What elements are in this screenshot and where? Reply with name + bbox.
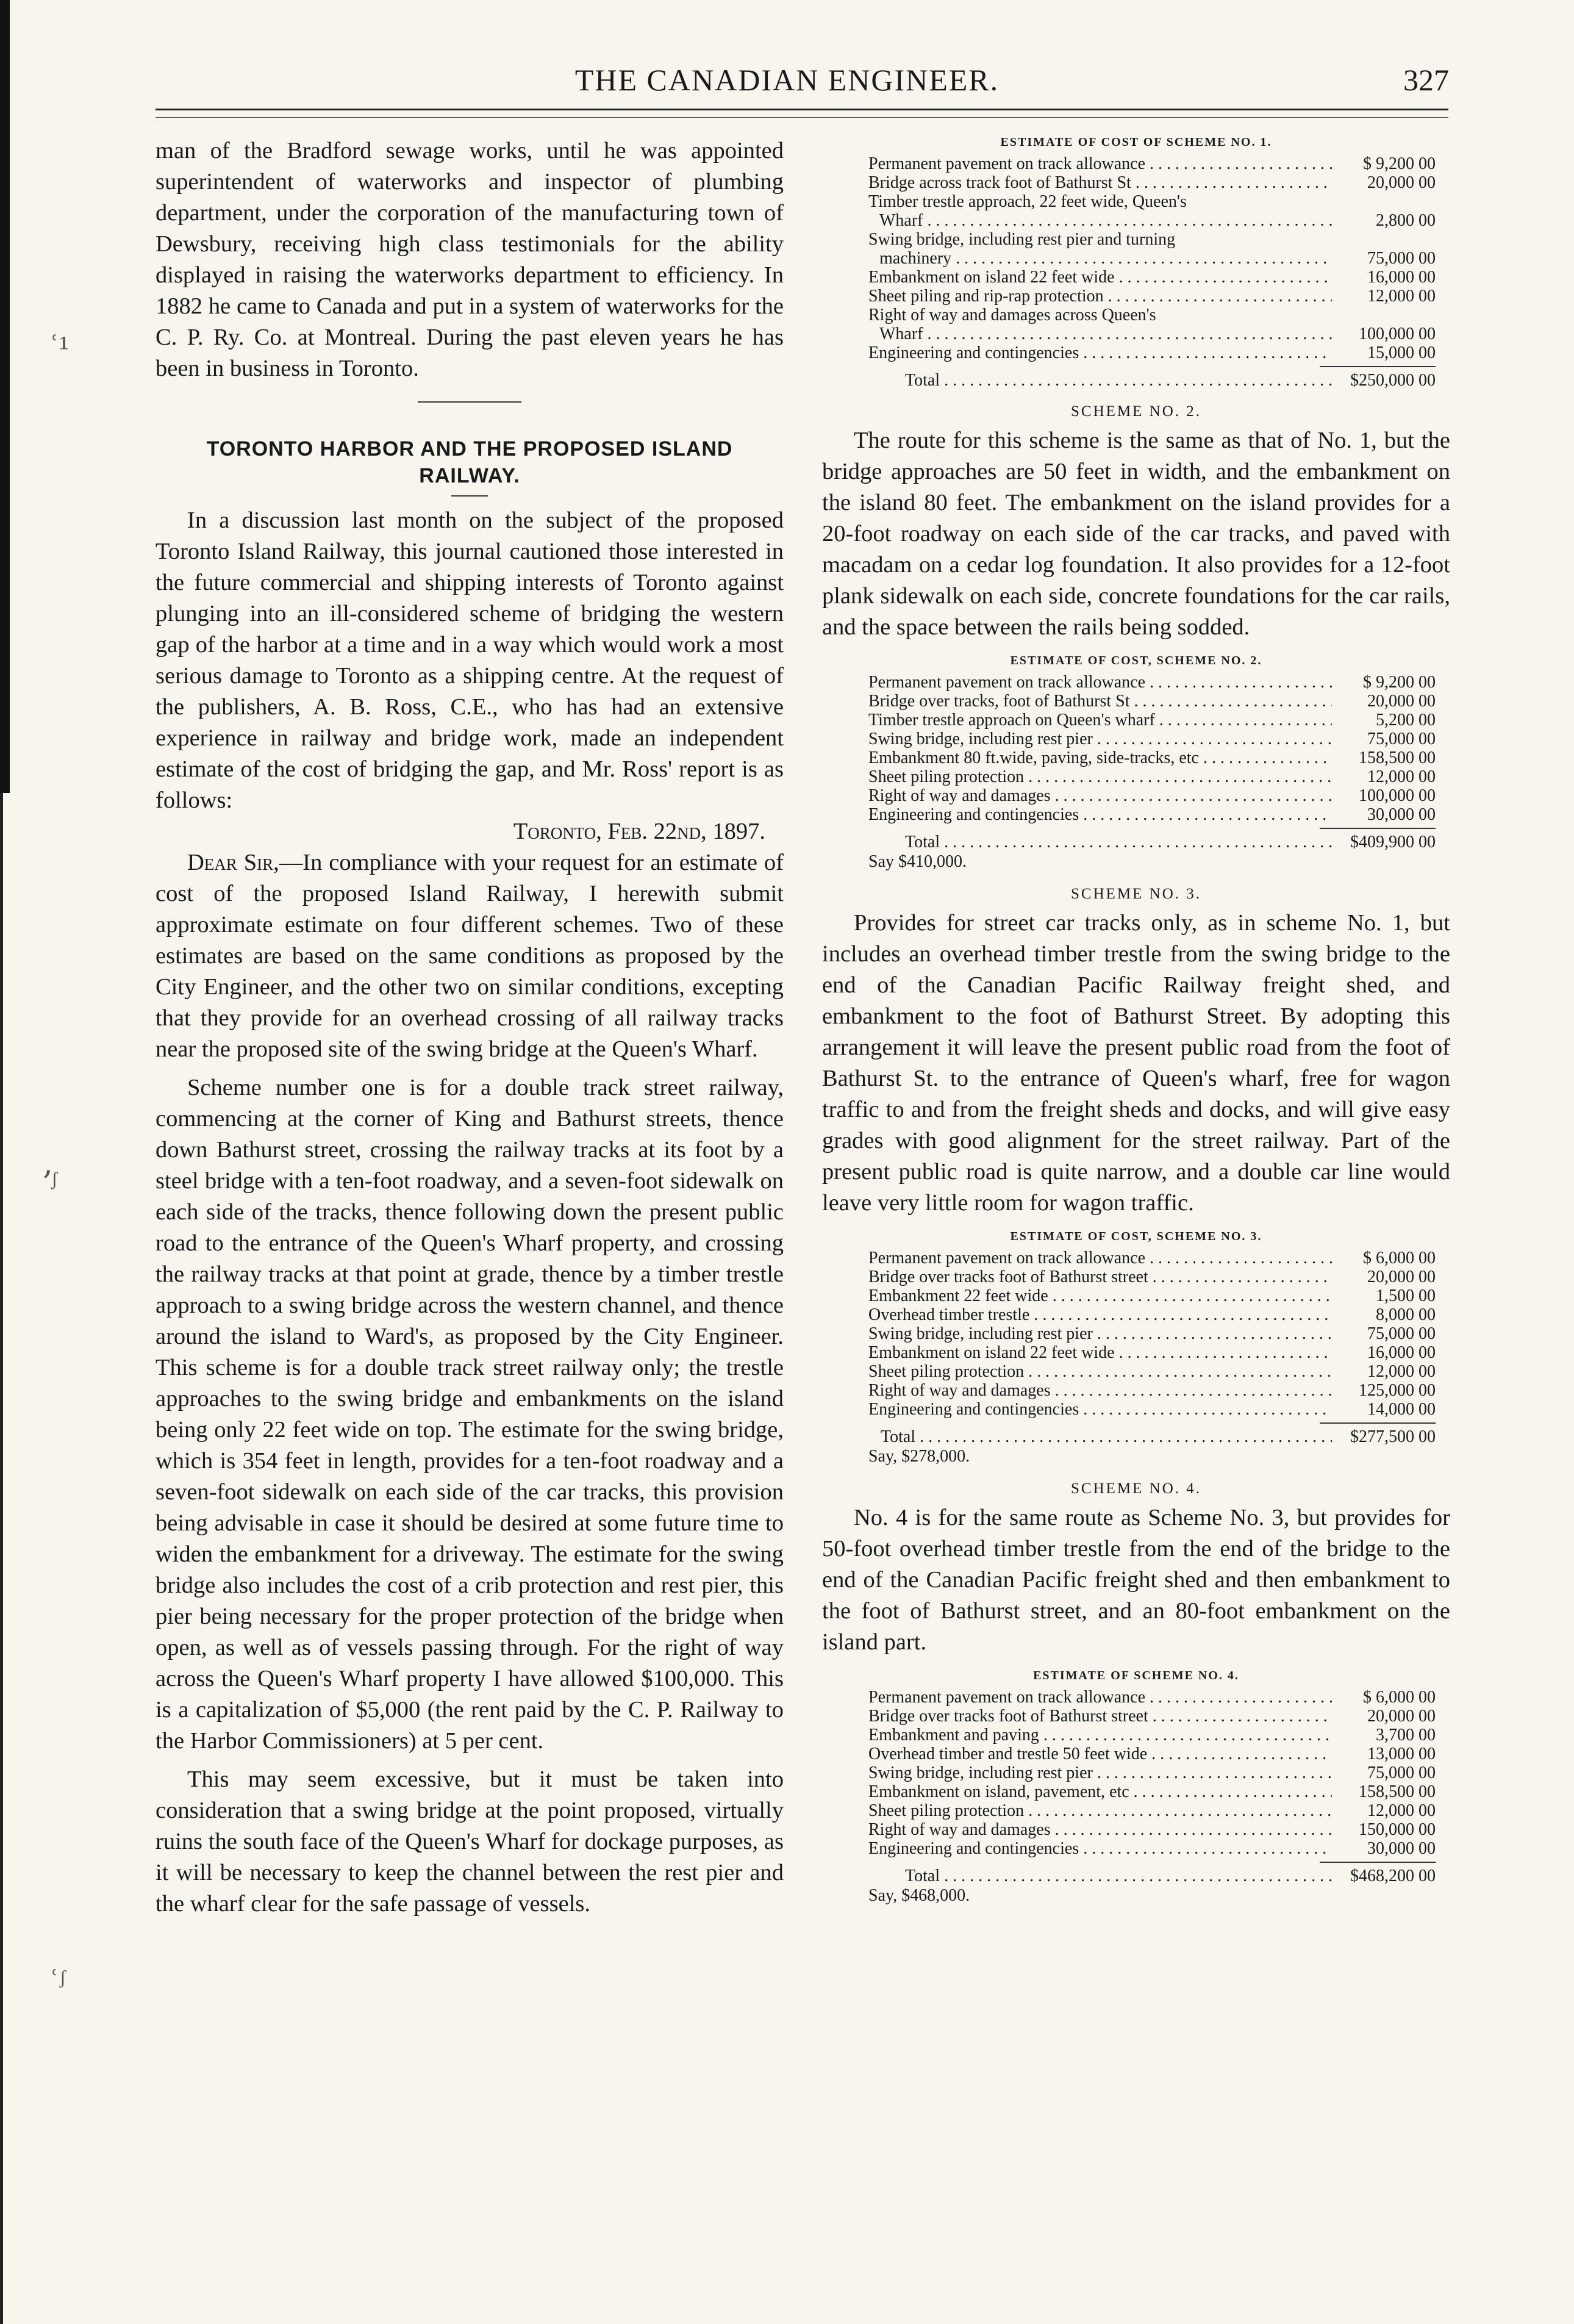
total-amount: $409,900 00	[1350, 833, 1436, 852]
total-label: Total . . .	[905, 833, 1332, 852]
estimate-row	[868, 1745, 1436, 1763]
estimate-table-2	[868, 673, 1436, 872]
estimate-rows	[868, 154, 1436, 362]
estimate-amount: 158,500 00	[1359, 1782, 1436, 1801]
estimate-title: ESTIMATE OF COST, SCHEME NO. 3.	[1010, 1230, 1262, 1243]
estimate-row	[868, 673, 1436, 692]
estimate-item: Overhead timber trestle . . .	[868, 1305, 1332, 1324]
estimate-rows	[868, 673, 1436, 824]
estimate-title: ESTIMATE OF SCHEME NO. 4.	[1033, 1669, 1239, 1682]
estimate-item: Embankment on island 22 feet wide . . .	[868, 268, 1332, 287]
estimate-row	[868, 1249, 1436, 1268]
estimate-amount: $ 9,200 00	[1363, 673, 1436, 692]
estimate-item: Right of way and damages . . .	[868, 786, 1332, 805]
left-column	[156, 135, 784, 1920]
estimate-row	[868, 1820, 1436, 1839]
estimate-row	[868, 306, 1436, 325]
estimate-item: Embankment 22 feet wide . . .	[868, 1286, 1332, 1305]
estimate-row	[868, 748, 1436, 767]
estimate-item: Embankment and paving . . .	[868, 1726, 1332, 1745]
total-row	[868, 371, 1436, 390]
total-amount: $277,500 00	[1350, 1427, 1436, 1446]
estimate-item: Right of way and damages . . .	[868, 1381, 1332, 1400]
scheme-heading: SCHEME NO. 4.	[1070, 1480, 1201, 1497]
estimate-amount: 12,000 00	[1367, 1362, 1436, 1381]
estimate-row	[868, 730, 1436, 748]
scheme-paragraph: The route for this scheme is the same as that of No. 1, but the bridge approaches are 50 feet in width, and the embankment on the island 80 feet. The embankment on the island provides for a 20-foot roadway on each side of the car tracks, and paved with macadam on a cedar log foundation. It also provides for a 12-foot plank sidewalk on each side, concrete foundations for the car rails, and the space between the rails being sodded.	[822, 428, 1450, 640]
estimate-row	[868, 173, 1436, 192]
scheme-paragraph: No. 4 is for the same route as Scheme No. 3, but provides for 50-foot overhead timber trestle from the end of the bridge to the end of the Canadian Pacific freight shed and then embankment to the foot of Bathurst street, and an 80-foot embankment on the island part.	[822, 1505, 1450, 1655]
right-column	[822, 135, 1450, 1906]
estimate-amount: 12,000 00	[1367, 287, 1436, 306]
estimate-amount: 30,000 00	[1367, 805, 1436, 824]
estimate-row	[868, 249, 1436, 268]
letter-paragraph	[156, 847, 784, 1065]
estimate-amount: 16,000 00	[1367, 1343, 1436, 1362]
estimate-row	[868, 711, 1436, 730]
estimate-amount: 15,000 00	[1367, 343, 1436, 362]
total-row	[868, 1867, 1436, 1885]
estimate-row	[868, 211, 1436, 230]
estimate-title: ESTIMATE OF COST OF SCHEME NO. 1.	[1000, 135, 1272, 149]
estimate-table-4	[868, 1688, 1436, 1906]
header-rule	[156, 117, 1448, 118]
estimate-item: Swing bridge, including rest pier . . .	[868, 730, 1332, 748]
estimate-row	[868, 1801, 1436, 1820]
estimate-amount: 158,500 00	[1359, 748, 1436, 767]
estimate-amount: 3,700 00	[1376, 1726, 1436, 1745]
total-label: Total . . .	[905, 371, 1332, 390]
estimate-title: ESTIMATE OF COST, SCHEME NO. 2.	[1010, 654, 1262, 667]
intro-paragraph: man of the Bradford sewage works, until he was appointed superintendent of waterworks and inspector of plumbing department, under the corporation of the manufacturing town of Dewsbury, receiving high class testimonials for the ability displayed in raising the waterworks department to efficiency. In 1882 he came to Canada and put in a system of waterworks for the C. P. Ry. Co. at Montreal. During the past eleven years he has been in business in Toronto.	[156, 138, 784, 381]
estimate-amount: 150,000 00	[1359, 1820, 1436, 1839]
total-amount: $468,200 00	[1350, 1867, 1436, 1885]
estimate-amount: 20,000 00	[1367, 1707, 1436, 1726]
estimate-amount: 2,800 00	[1376, 211, 1436, 230]
estimate-item: Timber trestle approach on Queen's wharf . . .	[868, 711, 1332, 730]
estimate-item: machinery . . .	[868, 249, 1332, 268]
margin-mark: ʿ¹	[49, 330, 69, 365]
total-label: Total . . .	[881, 1427, 1332, 1446]
estimate-item: Sheet piling protection . . .	[868, 767, 1332, 786]
estimate-row	[868, 1688, 1436, 1707]
body-paragraph: This may seem excessive, but it must be taken into consideration that a swing bridge at the point proposed, virtually ruins the south face of the Queen's Wharf for dockage purposes, as it will be necessary to keep the channel between the rest pier and the wharf clear for the safe passage of vessels.	[156, 1766, 784, 1917]
estimate-amount: 100,000 00	[1359, 786, 1436, 805]
estimate-row	[868, 1839, 1436, 1858]
estimate-row	[868, 1707, 1436, 1726]
estimate-item: Swing bridge, including rest pier . . .	[868, 1763, 1332, 1782]
estimate-row	[868, 192, 1436, 211]
estimate-item: Embankment on island, pavement, etc . . .	[868, 1782, 1332, 1801]
estimate-item: Bridge over tracks foot of Bathurst street . . .	[868, 1268, 1332, 1286]
estimate-amount: 75,000 00	[1367, 249, 1436, 268]
total-label: Total . . .	[905, 1867, 1332, 1885]
estimate-row	[868, 1763, 1436, 1782]
estimate-row	[868, 1268, 1436, 1286]
estimate-row	[868, 268, 1436, 287]
estimate-table-3	[868, 1249, 1436, 1467]
dateline: Toronto, Feb. 22nd, 1897.	[513, 819, 765, 844]
estimate-amount: 125,000 00	[1359, 1381, 1436, 1400]
estimate-amount: 75,000 00	[1367, 1763, 1436, 1782]
estimate-item: Engineering and contingencies . . .	[868, 805, 1332, 824]
estimate-item: Swing bridge, including rest pier and turning	[868, 230, 1176, 249]
estimate-item: Sheet piling and rip-rap protection . . .	[868, 287, 1332, 306]
estimate-row	[868, 767, 1436, 786]
estimate-row	[868, 343, 1436, 362]
estimate-amount: 12,000 00	[1367, 1801, 1436, 1820]
estimate-amount: 16,000 00	[1367, 268, 1436, 287]
estimate-item: Engineering and contingencies . . .	[868, 1839, 1332, 1858]
estimate-amount: $ 6,000 00	[1363, 1249, 1436, 1268]
estimate-row	[868, 1381, 1436, 1400]
total-rule	[1320, 828, 1436, 829]
estimate-item: Permanent pavement on track allowance . . .	[868, 673, 1332, 692]
estimate-item: Right of way and damages across Queen's	[868, 306, 1156, 325]
article-title: TORONTO HARBOR AND THE PROPOSED ISLAND RAILWAY.	[206, 437, 733, 487]
estimate-item: Permanent pavement on track allowance . . .	[868, 1249, 1332, 1268]
scheme-heading: SCHEME NO. 3.	[1070, 886, 1201, 902]
total-rule	[1320, 1862, 1436, 1863]
estimate-row	[868, 1782, 1436, 1801]
estimate-row	[868, 1286, 1436, 1305]
section-divider	[418, 401, 521, 403]
estimate-item: Permanent pavement on track allowance . . .	[868, 154, 1332, 173]
estimate-row	[868, 1726, 1436, 1745]
estimate-amount: 5,200 00	[1376, 711, 1436, 730]
estimate-item: Embankment on island 22 feet wide . . .	[868, 1343, 1332, 1362]
estimate-amount: 30,000 00	[1367, 1839, 1436, 1858]
estimate-row	[868, 1362, 1436, 1381]
estimate-row	[868, 805, 1436, 824]
page-number: 327	[1403, 63, 1449, 97]
estimate-item: Bridge over tracks, foot of Bathurst St . . .	[868, 692, 1332, 711]
estimate-row	[868, 786, 1436, 805]
estimate-amount: 20,000 00	[1367, 173, 1436, 192]
estimate-rows	[868, 1688, 1436, 1858]
estimate-row	[868, 1343, 1436, 1362]
estimate-item: Bridge across track foot of Bathurst St . . .	[868, 173, 1332, 192]
estimate-amount: 1,500 00	[1376, 1286, 1436, 1305]
estimate-amount: $ 9,200 00	[1363, 154, 1436, 173]
estimate-row	[868, 692, 1436, 711]
estimate-item: Right of way and damages . . .	[868, 1820, 1332, 1839]
estimate-row	[868, 287, 1436, 306]
rounded-total: Say, $468,000.	[868, 1886, 970, 1905]
body-paragraph: In a discussion last month on the subject of the proposed Toronto Island Railway, this journal cautioned those interested in the future commercial and shipping interests of Toronto against plunging into an ill-considered scheme of bridging the western gap of the harbor at a time and in a way which would work a most serious damage to Toronto as a shipping centre. At the request of the publishers, A. B. Ross, C.E., who has had an extensive experience in railway and bridge work, made an independent estimate of the cost of bridging the gap, and Mr. Ross' report is as follows:	[156, 507, 784, 813]
estimate-item: Permanent pavement on track allowance . . .	[868, 1688, 1332, 1707]
scheme-heading: SCHEME NO. 2.	[1070, 403, 1201, 420]
estimate-item: Embankment 80 ft.wide, paving, side-tracks, etc . . .	[868, 748, 1332, 767]
estimate-rows	[868, 1249, 1436, 1419]
estimate-amount: 100,000 00	[1359, 325, 1436, 343]
estimate-row	[868, 1400, 1436, 1419]
scheme-paragraph: Provides for street car tracks only, as in scheme No. 1, but includes an overhead timber trestle from the swing bridge to the end of the Canadian Pacific Railway freight shed, and embankment to the foot of Bathurst Street. By adopting this arrangement it will leave the present public road from the foot of Bathurst St. to the entrance of Queen's wharf, free for wagon traffic to and from the freight sheds and docks, and will give easy grades with good alignment for the street railway. Part of the present public road is quite narrow, and a double car line would leave very little room for wagon traffic.	[822, 910, 1450, 1216]
estimate-amount: 20,000 00	[1367, 1268, 1436, 1286]
estimate-amount: 13,000 00	[1367, 1745, 1436, 1763]
estimate-item: Sheet piling protection . . .	[868, 1801, 1332, 1820]
estimate-item: Engineering and contingencies . . .	[868, 343, 1332, 362]
margin-mark: ՚ᶴ	[43, 1166, 58, 1201]
estimate-amount: 14,000 00	[1367, 1400, 1436, 1419]
title-rule	[451, 495, 488, 497]
estimate-item: Wharf . . .	[868, 211, 1332, 230]
letter-text: —In compliance with your request for an estimate of cost of the proposed Island Railway, I herewith submit approximate estimate on four different schemes. Two of these estimates are based on the same conditions as proposed by the City Engineer, and the other two on similar conditions, excepting that they provide for an overhead crossing of all railway tracks near the proposed site of the swing bridge at the Queen's Wharf.	[156, 850, 784, 1062]
body-paragraph: Scheme number one is for a double track street railway, commencing at the corner of King and Bathurst streets, thence down Bathurst street, crossing the railway tracks at its foot by a steel bridge with a ten-foot roadway, and a seven-foot sidewalk on each side of the tracks, thence following down the present public road to the entrance of the Queen's Wharf property, and crossing the railway tracks at that point at grade, thence by a timber trestle approach to a swing bridge across the western channel, and thence around the island to Ward's, as proposed by the City Engineer. This scheme is for a double track street railway only; the trestle approaches to the swing bridge and embankments on the island being only 22 feet wide on top. The estimate for the swing bridge, which is 354 feet in length, provides for a ten-foot roadway and a seven-foot sidewalk on each side of the car tracks, this provision being advisable in case it should be desired at some future time to widen the embankment for a driveway. The estimate for the swing bridge also includes the cost of a crib protection and rest pier, this pier being necessary for the proper protection of the bridge when open, as well as of vessels passing through. For the right of way across the Queen's Wharf property I have allowed $100,000. This is a capitalization of $5,000 (the rent paid by the C. P. Railway to the Harbor Commissioners) at 5 per cent.	[156, 1075, 784, 1754]
estimate-item: Swing bridge, including rest pier . . .	[868, 1324, 1332, 1343]
estimate-item: Engineering and contingencies . . .	[868, 1400, 1332, 1419]
rounded-total: Say, $278,000.	[868, 1447, 970, 1466]
total-row	[868, 1427, 1436, 1446]
rounded-total: Say $410,000.	[868, 852, 967, 871]
estimate-amount: 75,000 00	[1367, 730, 1436, 748]
estimate-row	[868, 154, 1436, 173]
estimate-item: Bridge over tracks foot of Bathurst street . . .	[868, 1707, 1332, 1726]
margin-mark: ʿᶴ	[49, 1965, 66, 1999]
total-row	[868, 833, 1436, 852]
estimate-row	[868, 230, 1436, 249]
estimate-table-1	[868, 154, 1436, 390]
estimate-item: Wharf . . .	[868, 325, 1332, 343]
total-amount: $250,000 00	[1350, 371, 1436, 390]
estimate-row	[868, 325, 1436, 343]
estimate-row	[868, 1305, 1436, 1324]
salutation: Dear Sir,	[187, 850, 279, 875]
total-rule	[1320, 366, 1436, 367]
binding-shadow	[0, 0, 10, 793]
estimate-amount: 75,000 00	[1367, 1324, 1436, 1343]
header-rule	[156, 109, 1448, 110]
estimate-item: Timber trestle approach, 22 feet wide, Queen's	[868, 192, 1187, 211]
estimate-amount: 20,000 00	[1367, 692, 1436, 711]
estimate-amount: 12,000 00	[1367, 767, 1436, 786]
estimate-item: Overhead timber and trestle 50 feet wide . . .	[868, 1745, 1332, 1763]
estimate-item: Sheet piling protection . . .	[868, 1362, 1332, 1381]
estimate-amount: 8,000 00	[1376, 1305, 1436, 1324]
running-head: THE CANADIAN ENGINEER.	[574, 63, 1000, 97]
estimate-amount: $ 6,000 00	[1363, 1688, 1436, 1707]
estimate-row	[868, 1324, 1436, 1343]
total-rule	[1320, 1422, 1436, 1424]
